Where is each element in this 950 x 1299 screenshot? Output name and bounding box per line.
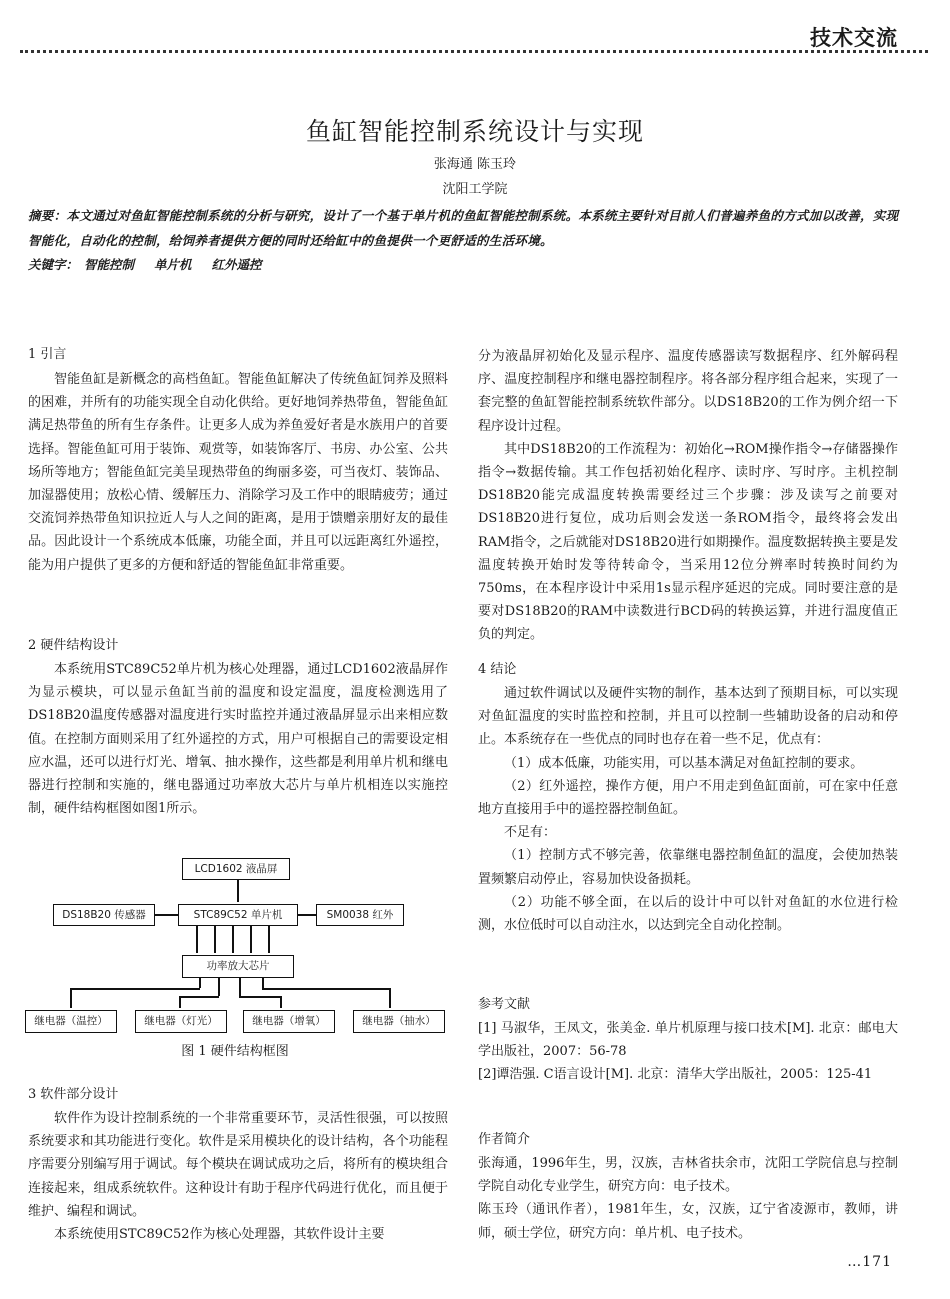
ir-receiver-box: SM0038 红外 (316, 904, 404, 926)
paragraph: 软件作为设计控制系统的一个非常重要环节，灵活性很强，可以按照系统要求和其功能进行变化。软件是采用模块化的设计结构，各个功能程序需要分别编写用于调试。每个模块在调试成功之后，将所有的模块组合连接起来，组成系统软件。这种设计有助于程序代码进行优化，而且便于维护、编程和调试。 (28, 1111, 448, 1219)
reference-item: [1] 马淑华，王凤文，张美金. 单片机原理与接口技术[M]. 北京：邮电大学出版社，2007：56-78 (478, 1021, 898, 1060)
paper-affiliation: 沈阳工学院 (442, 182, 508, 197)
connector-line (196, 926, 198, 953)
reference-item: [2]谭浩强. C语言设计[M]. 北京：清华大学出版社，2005：125-41 (478, 1067, 873, 1083)
mcu-box: STC89C52 单片机 (178, 904, 298, 926)
software-body (28, 1107, 448, 1246)
author-bio-item: 陈玉玲（通讯作者），1981年生，女，汉族，辽宁省凌源市，教师，讲师，硕士学位，研究方向：单片机、电子技术。 (478, 1202, 898, 1241)
author-bio-item: 张海通，1996年生，男，汉族，吉林省扶余市，沈阳工学院信息与控制学院自动化专业学生，研究方向：电子技术。 (478, 1156, 898, 1195)
author-bio-list (478, 1152, 898, 1245)
paper-title: 鱼缸智能控制系统设计与实现 (305, 117, 644, 146)
paragraph: 本系统用STC89C52单片机为核心处理器，通过LCD1602液晶屏作为显示模块，可以显示鱼缸当前的温度和设定温度，温度检测选用了DS18B20温度传感器对温度进行实时监控并通过液晶屏显示出来相应数值。在控制方面则采用了红外遥控的方式，用户可根据自己的需要设定相应水温，还可以进行灯光、增氧、抽水操作，这些都是利用单片机和继电器进行控制和实施的，继电器通过功率放大芯片与单片机相连以实施控制，硬件结构框图如图1所示。 (28, 662, 448, 817)
paragraph: 其中DS18B20的工作流程为：初始化→ROM操作指令→存储器操作指令→数据传输。其工作包括初始化程序、读时序、写时序。主机控制DS18B20能完成温度转换需要经过三个步骤：涉及读写之前要对DS18B20进行复位，成功后则会发送一条ROM指令，最终将会发出RAM指令，之后就能对DS18B20进行如期操作。温度数据转换主要是发温度转换开始时发等待转命令，当采用12位分辨率时转换时间约为750ms，在本程序设计中采用1s显示程序延迟的完成。同时要注意的是要对DS18B20的RAM中读数进行BCD码的转换运算，并进行温度值正负的判定。 (478, 441, 898, 643)
keyword: 红外遥控 (211, 257, 262, 272)
relay-box: 继电器（温控） (25, 1010, 117, 1033)
shortcomings-label: 不足有： (504, 825, 557, 841)
connector-line (262, 978, 264, 988)
section-heading-intro: 1 引言 (28, 347, 67, 362)
advantage-item: （2）红外遥控，操作方便，用户不用走到鱼缸面前，可在家中任意地方直接用手中的遥控器控制鱼缸。 (478, 778, 898, 818)
abstract-label: 摘要： (28, 208, 67, 223)
relay-box: 继电器（抽水） (353, 1010, 445, 1033)
author-bio-heading: 作者简介 (478, 1132, 531, 1147)
amplifier-box: 功率放大芯片 (182, 955, 294, 978)
conclusion-body (478, 682, 898, 937)
relay-box: 继电器（增氧） (243, 1010, 335, 1033)
section-heading-conclusion: 4 结论 (478, 662, 517, 677)
connector-line (280, 996, 282, 1008)
connector-line (250, 926, 252, 953)
paragraph: 本系统使用STC89C52作为核心处理器，其软件设计主要 (54, 1227, 385, 1243)
connector-line (179, 996, 219, 998)
references-heading: 参考文献 (478, 997, 531, 1012)
software-body-continued (478, 345, 898, 647)
shortcoming-item: （2）功能不够全面，在以后的设计中可以针对鱼缸的水位进行检测，水位低时可以自动注水，以达到完全自动化控制。 (478, 894, 898, 934)
keyword: 智能控制 (84, 257, 135, 272)
section-heading-software: 3 软件部分设计 (28, 1087, 119, 1102)
hardware-body (28, 658, 448, 820)
keywords-label: 关键字： (28, 257, 79, 272)
connector-line (239, 996, 281, 998)
paper-authors: 张海通 陈玉玲 (433, 157, 517, 172)
intro-body (28, 368, 448, 577)
paragraph: 智能鱼缸是新概念的高档鱼缸。智能鱼缸解决了传统鱼缸饲养及照料的困难，并所有的功能实现全自动化供给。更好地饲养热带鱼，智能鱼缸满足热带鱼的所有生存条件。让更多人成为养鱼爱好者是水族用户的首要选择。智能鱼缸可用于装饰、观赏等，如装饰客厅、书房、办公室、公共场所等地方；智能鱼缸完美呈现热带鱼的绚丽多姿，可当夜灯、装饰品、加湿器使用；放松心情、缓解压力、消除学习及工作中的眼睛疲劳；通过交流饲养热带鱼知识拉近人与人之间的距离，是用于馈赠亲朋好友的最佳品。因此设计一个系统成本低廉，功能全面，并且可以远距离红外遥控，能为用户提供了更多的方便和舒适的智能鱼缸非常重要。 (28, 372, 448, 573)
connector-line (237, 880, 239, 902)
connector-line (232, 926, 234, 953)
connector-line (70, 988, 200, 990)
connector-line (155, 914, 178, 916)
connector-line (239, 978, 241, 996)
page-number: …171 (847, 1254, 892, 1270)
keyword: 单片机 (154, 257, 192, 272)
journal-section-label: 技术交流 (810, 26, 898, 50)
connector-line (268, 926, 270, 953)
advantage-item: （1）成本低廉，功能实用，可以基本满足对鱼缸控制的要求。 (504, 755, 864, 771)
connector-line (262, 988, 390, 990)
connector-line (297, 914, 316, 916)
connector-line (218, 978, 220, 996)
connector-line (199, 978, 201, 988)
connector-line (70, 988, 72, 1008)
section-heading-hardware: 2 硬件结构设计 (28, 638, 119, 653)
connector-line (389, 988, 391, 1008)
references-list (478, 1017, 898, 1087)
paragraph: 通过软件调试以及硬件实物的制作，基本达到了预期目标，可以实现对鱼缸温度的实时监控和控制，并且可以控制一些辅助设备的启动和停止。本系统存在一些优点的同时也存在着一些不足，优点有： (478, 686, 898, 748)
abstract-text: 本文通过对鱼缸智能控制系统的分析与研究，设计了一个基于单片机的鱼缸智能控制系统。本系统主要针对目前人们普遍养鱼的方式加以改善，实现智能化，自动化的控制，给饲养者提供方便的同时还给缸中的鱼提供一个更舒适的生活环境。 (28, 208, 899, 248)
connector-line (179, 996, 181, 1008)
lcd-box: LCD1602 液晶屏 (182, 858, 290, 880)
shortcoming-item: （1）控制方式不够完善，依靠继电器控制鱼缸的温度，会使加热装置频繁启动停止，容易加快设备损耗。 (478, 848, 898, 887)
paragraph: 分为液晶屏初始化及显示程序、温度传感器读写数据程序、红外解码程序、温度控制程序和继电器控制程序。将各部分程序组合起来，实现了一套完整的鱼缸智能控制系统软件部分。以DS18B20的工作为例介绍一下程序设计过程。 (478, 349, 898, 434)
sensor-box: DS18B20 传感器 (53, 904, 155, 926)
figure-caption: 图 1 硬件结构框图 (181, 1044, 289, 1059)
header-divider (20, 50, 928, 53)
relay-box: 继电器（灯光） (135, 1010, 227, 1033)
keywords (28, 255, 276, 273)
connector-line (214, 926, 216, 953)
abstract (28, 203, 906, 253)
